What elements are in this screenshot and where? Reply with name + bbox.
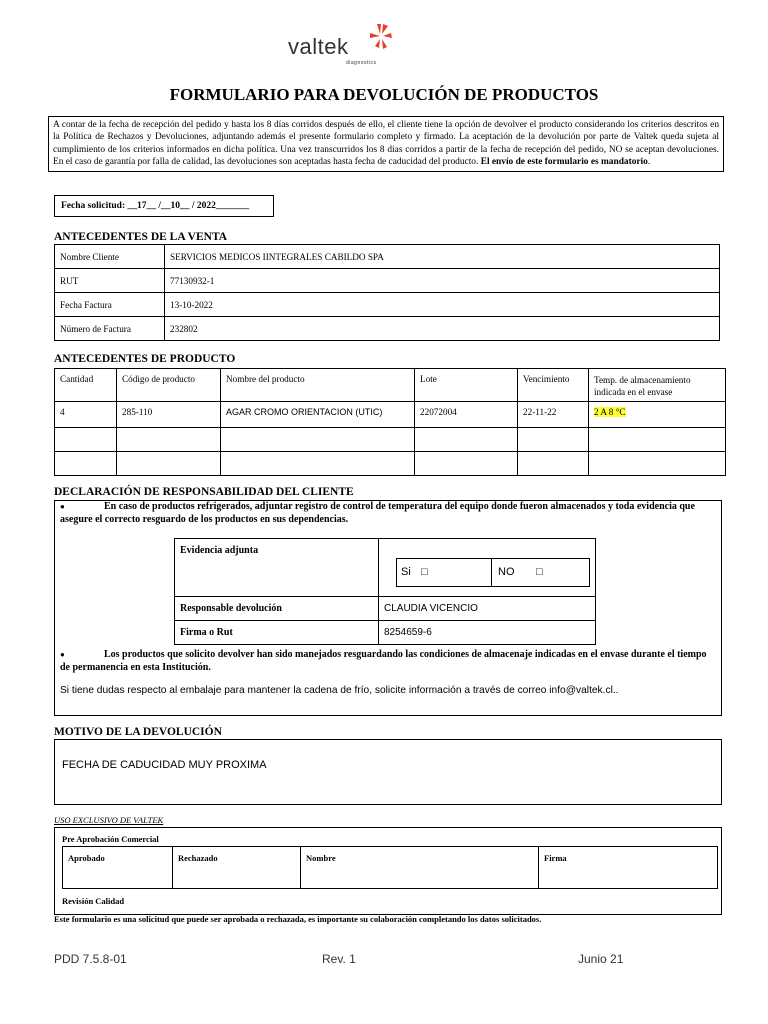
table-row [55,293,720,317]
firma-value[interactable]: 8254659-6 [379,621,596,645]
venta-value[interactable]: 13-10-2022 [165,293,720,317]
valtek-logo [288,22,408,70]
si-checkbox-icon[interactable]: □ [421,566,428,578]
fecha-solicitud[interactable]: Fecha solicitud: __17__ /__10__ / 2022_______ [54,195,274,217]
logo-name: valtek [288,34,349,59]
table-row [175,597,596,621]
col-codigo: Código de producto [117,369,221,402]
cell-nombre[interactable]: AGAR CROMO ORIENTACION (UTIC) [221,402,415,428]
aprobacion-table [62,846,718,889]
logo-mark-icon [366,22,396,52]
bullet-1 [60,500,712,526]
firma-cell[interactable]: Firma [539,847,718,889]
col-temp: Temp. de almacenamiento indicada en el envase [589,369,726,402]
table-row [63,847,718,889]
table-row [55,428,726,452]
responsable-value[interactable]: CLAUDIA VICENCIO [379,597,596,621]
bullet-2-text: Los productos que solicito devolver han sido manejados resguardando las condiciones de almacenaje indicadas en el envase durante el tiempo de permanencia en esta Institución. [60,649,707,673]
empty-cell[interactable] [55,452,117,476]
rechazado-cell[interactable]: Rechazado [173,847,301,889]
logo-sub: diagnostics [346,60,377,66]
bullet-1-text: En caso de productos refrigerados, adjuntar registro de control de temperatura del equipo donde fueron almacenados y toda evidencia que asegure el correcto resguardo de los productos en sus dependencias. [60,501,695,525]
nombre-cell[interactable]: Nombre [301,847,539,889]
no-option[interactable] [491,558,590,587]
temp-highlight: 2 A 8 °C [594,407,626,417]
empty-cell[interactable] [221,452,415,476]
col-vencimiento: Vencimiento [518,369,589,402]
empty-cell[interactable] [589,428,726,452]
table-row [55,269,720,293]
venta-table [54,244,720,341]
empty-cell[interactable] [55,428,117,452]
revision-calidad-label: Revisión Calidad [62,896,125,906]
venta-value[interactable]: SERVICIOS MEDICOS IINTEGRALES CABILDO SPA [165,245,720,269]
motivo-value: FECHA DE CADUCIDAD MUY PROXIMA [62,759,267,771]
page-title: FORMULARIO PARA DEVOLUCIÓN DE PRODUCTOS [169,85,599,104]
table-header-row [55,369,726,402]
empty-cell[interactable] [117,428,221,452]
venta-heading: ANTECEDENTES DE LA VENTA [54,231,228,243]
venta-label: RUT [55,269,165,293]
no-label: NO [498,566,515,578]
producto-heading: ANTECEDENTES DE PRODUCTO [54,353,236,365]
si-option[interactable] [396,558,492,587]
motivo-box[interactable] [54,739,722,805]
empty-cell[interactable] [518,428,589,452]
cell-codigo[interactable]: 285-110 [117,402,221,428]
motivo-heading: MOTIVO DE LA DEVOLUCIÓN [54,726,222,738]
empty-cell[interactable] [415,452,518,476]
uso-note: Este formulario es una solicitud que puede ser aprobada o rechazada, es importante su colaboración completando los datos solicitados. [54,914,542,924]
cell-temp[interactable] [589,402,726,428]
bullet-icon: ● [60,502,65,511]
contact-note: Si tiene dudas respecto al embalaje para mantener la cadena de frío, solicite información a través de correo info@valtek.cl.. [60,685,619,696]
venta-value[interactable]: 232802 [165,317,720,341]
producto-table [54,368,726,476]
col-lote: Lote [415,369,518,402]
col-nombre: Nombre del producto [221,369,415,402]
no-checkbox-icon[interactable]: □ [536,566,543,578]
table-row [175,621,596,645]
aprobado-cell[interactable]: Aprobado [63,847,173,889]
table-row [55,317,720,341]
empty-cell[interactable] [415,428,518,452]
firma-label: Firma o Rut [175,621,379,645]
empty-cell[interactable] [518,452,589,476]
table-row [55,245,720,269]
bullet-icon: ● [60,650,65,659]
cell-vencimiento[interactable]: 22-11-22 [518,402,589,428]
evidencia-table [174,538,596,645]
venta-label: Nombre Cliente [55,245,165,269]
empty-cell[interactable] [117,452,221,476]
intro-bold: El envío de este formulario es mandatorio [480,157,648,168]
venta-label: Número de Factura [55,317,165,341]
intro-end: . [647,157,651,168]
pre-aprobacion-label: Pre Aprobación Comercial [62,834,159,844]
col-cantidad: Cantidad [55,369,117,402]
si-label: Si [401,566,411,578]
intro-text: A contar de la fecha de recepción del pedido y hasta los 8 días corridos después de ello, el cliente tiene la opción de devolver el producto considerando los criterios descritos en la Política de Rechazos y Devoluciones, adjuntando además el presente formulario completo y firmado. La aceptación de la devolución por parte de Valtek queda sujeta al cumplimiento de los criterios informados en dicha política. Una vez transcurridos los 8 días corridos a partir de la fecha de recepción del pedido, NO se aceptan devoluciones. En el caso de garantía por falla de calidad, las devoluciones son aceptadas hasta fecha de caducidad del producto. [53,120,719,168]
footer-date: Junio 21 [578,952,624,966]
venta-label: Fecha Factura [55,293,165,317]
intro-box [48,116,724,172]
evidencia-label: Evidencia adjunta [175,539,379,597]
declaracion-heading: DECLARACIÓN DE RESPONSABILIDAD DEL CLIENTE [54,486,354,498]
footer-code: PDD 7.5.8-01 [54,952,127,966]
empty-cell[interactable] [589,452,726,476]
responsable-label: Responsable devolución [175,597,379,621]
venta-value[interactable]: 77130932-1 [165,269,720,293]
table-row [55,402,726,428]
bullet-2 [60,648,712,674]
cell-cantidad[interactable]: 4 [55,402,117,428]
empty-cell[interactable] [221,428,415,452]
uso-heading: USO EXCLUSIVO DE VALTEK [54,815,164,825]
table-row [55,452,726,476]
cell-lote[interactable]: 22072004 [415,402,518,428]
footer-rev: Rev. 1 [322,952,356,966]
